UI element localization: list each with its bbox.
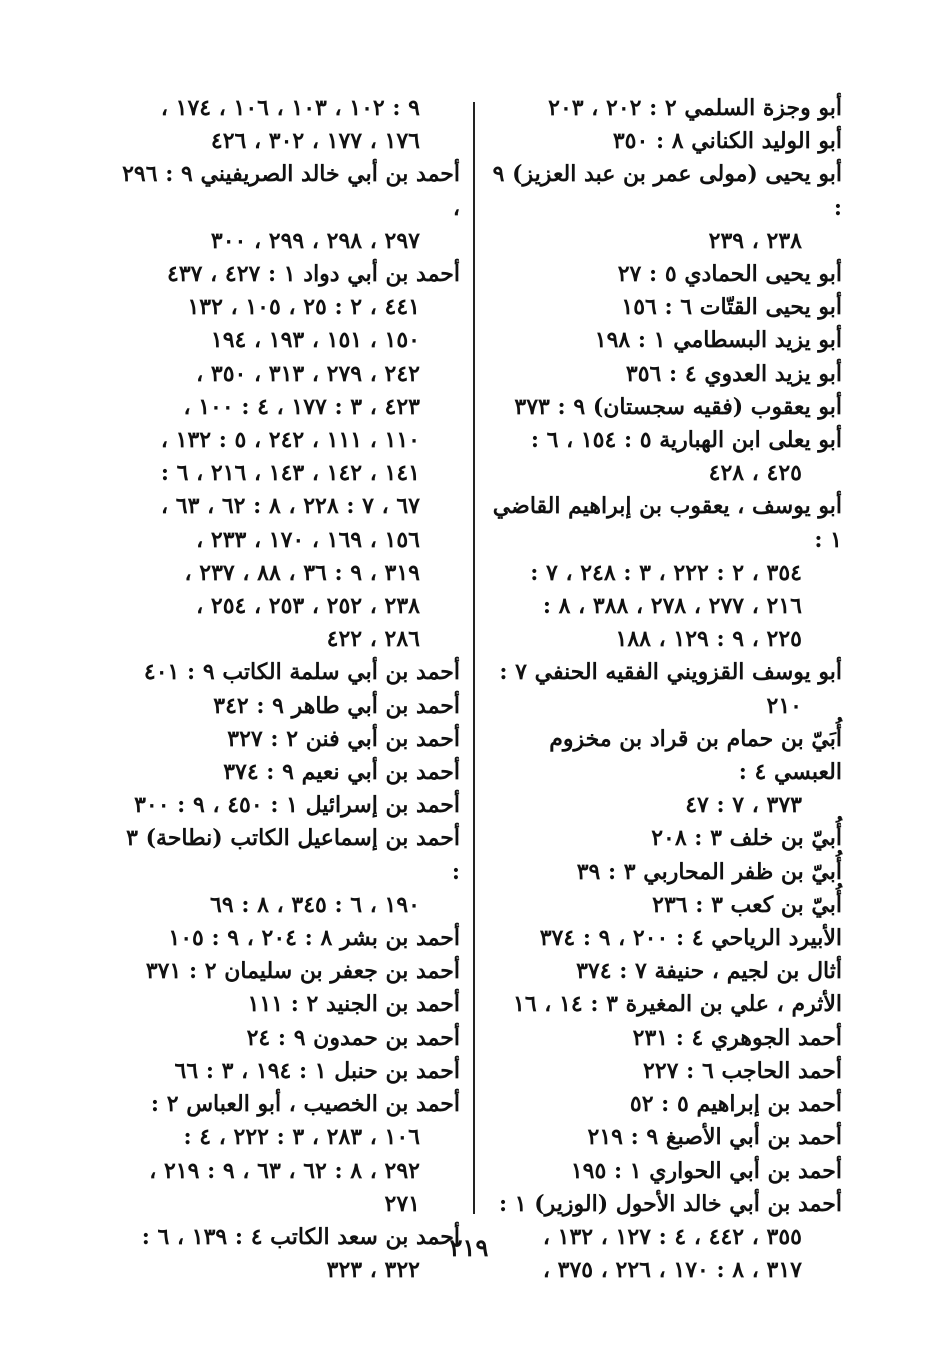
entry-heading-line: أبو يزيد العدوي ٤ : ٣٥٦ (625, 360, 842, 387)
entry-continuation-line: ٢٤٢ ، ٢٧٩ ، ٣١٣ ، ٣٥٠ ، (196, 360, 420, 387)
entry-continuation-line: ٦٧ ، ٧ : ٢٢٨ ، ٨ : ٦٢ ، ٦٣ ، (161, 493, 420, 520)
index-entry (120, 756, 460, 789)
entry-heading-line: أحمد بن أبي سلمة الكاتب ٩ : ٤٠١ (143, 659, 460, 686)
entry-heading-line: أحمد بن إسرائيل ١ : ٤٥٠ ، ٩ : ٣٠٠ (134, 792, 460, 819)
index-entry (120, 988, 460, 1021)
index-entry (120, 1088, 460, 1221)
index-entry (492, 889, 842, 922)
entry-continuation-line: ٢٢٥ ، ٩ : ١٢٩ ، ١٨٨ (615, 626, 802, 653)
entry-continuation-line: ١٧٦ ، ١٧٧ ، ٣٠٢ ، ٤٢٦ (210, 128, 420, 155)
entry-continuation-line: ٢٣٨ ، ٢٥٢ ، ٢٥٣ ، ٢٥٤ ، (196, 593, 420, 620)
index-entry (492, 92, 842, 125)
entry-continuation-line: ١٥٦ ، ١٦٩ ، ١٧٠ ، ٢٣٣ ، (196, 526, 420, 553)
index-entry (120, 822, 460, 922)
page-number: ٢١٩ (449, 1233, 489, 1262)
entry-continuation-line: ٢٧١ (384, 1190, 420, 1217)
index-entry (492, 988, 842, 1021)
index-entry (492, 1088, 842, 1121)
index-entry (492, 125, 842, 158)
entry-heading-line: أحمد بن أبي نعيم ٩ : ٣٧٤ (223, 759, 460, 786)
index-entry (492, 656, 842, 722)
entry-continuation-line: ١٥٠ ، ١٥١ ، ١٩٣ ، ١٩٤ (210, 327, 420, 354)
entry-heading-line: أحمد بن أبي فنن ٢ : ٣٢٧ (227, 725, 460, 752)
entry-heading-line: أُبيّ بن كعب ٣ : ٢٣٦ (652, 891, 842, 918)
entry-continuation-line: ٢٨٦ ، ٤٢٢ (326, 626, 420, 653)
index-entry (492, 158, 842, 258)
entry-continuation-line: ١٤١ ، ١٤٢ ، ١٤٣ ، ٢١٦ ، ٦ : (160, 460, 420, 487)
entry-continuation-line: ٤٢٥ ، ٤٢٨ (708, 460, 802, 487)
index-entry (120, 656, 460, 689)
entry-heading-line: أحمد بن أبي دواد ١ : ٤٢٧ ، ٤٣٧ (167, 261, 460, 288)
entry-continuation-line: ١١٠ ، ١١١ ، ٢٤٢ ، ٥ : ١٣٢ ، (160, 427, 420, 454)
entry-heading-line: أُبَيّ بن حمام بن قراد بن مخزوم العبسي ٤ : (549, 725, 842, 786)
entry-heading-line: أبو يعلى ابن الهبارية ٥ : ١٥٤ ، ٦ : (530, 427, 842, 454)
index-entry (492, 258, 842, 291)
index-entry (120, 723, 460, 756)
entry-heading-line: أحمد بن إسماعيل الكاتب (نطاحة) ٣ : (126, 825, 460, 885)
entry-heading-line: أبو يحيى الحمادي ٥ : ٢٧ (617, 261, 842, 288)
index-entry (120, 1055, 460, 1088)
index-entry (492, 856, 842, 889)
entry-heading-line: أحمد بن حنبل ١ : ١٩٤ ، ٣ : ٦٦ (174, 1057, 460, 1084)
entry-heading-line: أحمد بن أبي خالد الأحول (الوزير) ١ : (498, 1190, 842, 1217)
entry-continuation-line: ٣٥٤ ، ٢ : ٢٢٢ ، ٣ : ٢٤٨ ، ٧ : (530, 559, 802, 586)
index-entry (492, 1055, 842, 1088)
entry-heading-line: أبو يوسف ، يعقوب بن إبراهيم القاضي ١ : (492, 493, 842, 553)
index-entry (492, 723, 842, 823)
index-entry (492, 291, 842, 324)
entry-heading-line: أحمد بن أبي خالد الصريفيني ٩ : ٢٩٦ ، (122, 161, 460, 221)
entry-heading-line: الأبيرد الرياحي ٤ : ٢٠٠ ، ٩ : ٣٧٤ (539, 925, 842, 952)
index-entry (492, 358, 842, 391)
entry-continuation-line: ٤٤١ ، ٢ : ٢٥ ، ١٠٥ ، ١٣٢ (187, 294, 420, 321)
entry-heading-line: أحمد الحاجب ٦ : ٢٢٧ (643, 1057, 842, 1084)
entry-heading-line: الأثرم ، علي بن المغيرة ٣ : ١٤ ، ١٦ (513, 991, 842, 1018)
index-entry (120, 258, 460, 656)
entry-continuation-line: ٣٧٣ ، ٧ : ٤٧ (685, 792, 802, 819)
entry-heading-line: أبو يوسف القزويني الفقيه الحنفي ٧ : (499, 659, 842, 686)
entry-heading-line: أُبيّ بن ظفر المحاربي ٣ : ٣٩ (576, 858, 842, 885)
entry-heading-line: أبو يزيد البسطامي ١ : ١٩٨ (594, 327, 842, 354)
entry-heading-line: أحمد بن الخصيب ، أبو العباس ٢ : (150, 1091, 460, 1118)
entry-continuation-line: ٢٣٨ ، ٢٣٩ (708, 227, 802, 254)
index-entry (492, 955, 842, 988)
entry-heading-line: أحمد بن إبراهيم ٥ : ٥٢ (629, 1091, 842, 1118)
index-entry (120, 690, 460, 723)
entry-continuation-line: ٣٥٥ ، ٤٤٢ ، ٤ : ١٢٧ ، ١٣٢ ، (542, 1223, 802, 1250)
index-entry (492, 822, 842, 855)
index-entry (120, 92, 460, 158)
index-entry (492, 1022, 842, 1055)
index-entry (120, 789, 460, 822)
entry-continuation-line: ٢٩٢ ، ٨ : ٦٢ ، ٦٣ ، ٩ : ٢١٩ ، (149, 1157, 420, 1184)
index-entry (120, 158, 460, 258)
index-entry (492, 490, 842, 656)
index-entry (120, 1022, 460, 1055)
entry-heading-line: أحمد بن أبي طاهر ٩ : ٣٤٢ (213, 692, 460, 719)
entry-heading-line: أبو يحيى القتّات ٦ : ١٥٦ (621, 294, 842, 321)
index-entry (492, 1121, 842, 1154)
entry-continuation-line: ٢٩٧ ، ٢٩٨ ، ٢٩٩ ، ٣٠٠ (210, 227, 420, 254)
entry-continuation-line: ١٠٦ ، ٢٨٣ ، ٣ : ٢٢٢ ، ٤ : (183, 1124, 420, 1151)
left-column (120, 92, 460, 1287)
index-entry (492, 1155, 842, 1188)
index-entry (120, 922, 460, 955)
right-column (492, 92, 842, 1287)
entry-continuation-line: ٣٢٢ ، ٣٢٣ (326, 1257, 420, 1284)
entry-heading-line: أبو يحيى (مولى عمر بن عبد العزيز) ٩ : (492, 161, 842, 221)
entry-continuation-line: ١٩٠ ، ٦ : ٣٤٥ ، ٨ : ٦٩ (210, 891, 420, 918)
index-entry (492, 424, 842, 490)
entry-heading-line: أبو يعقوب (فقيه سجستان) ٩ : ٣٧٣ (514, 393, 842, 420)
entry-continuation-line: ٢١٠ (766, 692, 802, 719)
entry-heading-line: أحمد بن حمدون ٩ : ٢٤ (246, 1024, 460, 1051)
entry-heading-line: أحمد بن سعد الكاتب ٤ : ١٣٩ ، ٦ : (141, 1223, 460, 1250)
entry-heading-line: أحمد بن جعفر بن سليمان ٢ : ٣٧١ (145, 958, 460, 985)
entry-continuation-line: ٤٢٣ ، ٣ : ١٧٧ ، ٤ : ١٠٠ ، (183, 393, 420, 420)
index-entry (492, 922, 842, 955)
entry-heading-line: أبو وجزة السلمي ٢ : ٢٠٢ ، ٢٠٣ (548, 95, 842, 121)
entry-heading-line: أحمد بن أبي الأصبغ ٩ : ٢١٩ (587, 1124, 842, 1151)
entry-heading-line: أثال بن لجيم ، حنيفة ٧ : ٣٧٤ (576, 958, 842, 985)
index-entry (120, 955, 460, 988)
index-entry (492, 324, 842, 357)
entry-continuation-line: ٣١٩ ، ٩ : ٣٦ ، ٨٨ ، ٢٣٧ ، (184, 559, 420, 586)
entry-heading-line: أحمد بن بشر ٨ : ٢٠٤ ، ٩ : ١٠٥ (168, 925, 460, 952)
entry-continuation-line: ٢١٦ ، ٢٧٧ ، ٢٧٨ ، ٣٨٨ ، ٨ : (542, 593, 802, 620)
entry-continuation-line: ٩ : ١٠٢ ، ١٠٣ ، ١٠٦ ، ١٧٤ ، (160, 95, 420, 121)
entry-heading-line: أبو الوليد الكناني ٨ : ٣٥٠ (612, 128, 842, 155)
entry-heading-line: أُبيّ بن خلف ٣ : ٢٠٨ (651, 825, 842, 852)
entry-heading-line: أحمد بن الجنيد ٢ : ١١١ (247, 991, 460, 1018)
entry-heading-line: أحمد بن أبي الحواري ١ : ١٩٥ (570, 1157, 842, 1184)
column-divider (473, 102, 475, 1214)
entry-continuation-line: ٣١٧ ، ٨ : ١٧٠ ، ٢٢٦ ، ٣٧٥ ، (542, 1257, 802, 1284)
entry-heading-line: أحمد الجوهري ٤ : ٢٣١ (632, 1024, 842, 1051)
index-entry (492, 391, 842, 424)
